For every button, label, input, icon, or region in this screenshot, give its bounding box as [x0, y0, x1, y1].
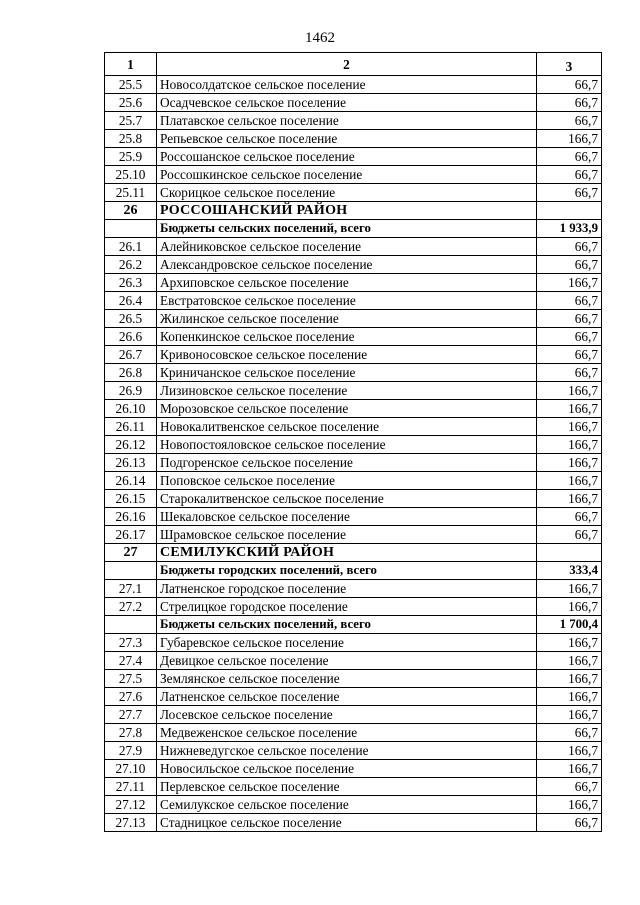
- row-number: 26.17: [105, 526, 157, 544]
- table-row: [105, 526, 602, 544]
- row-name: Архиповское сельское поселение: [157, 274, 537, 292]
- row-value: 166,7: [537, 490, 602, 508]
- table-row: [105, 724, 602, 742]
- row-name: Медвеженское сельское поселение: [157, 724, 537, 742]
- row-number: 27.10: [105, 760, 157, 778]
- row-value: 166,7: [537, 760, 602, 778]
- row-name: Александровское сельское поселение: [157, 256, 537, 274]
- row-number: 27.7: [105, 706, 157, 724]
- row-number: 27.2: [105, 598, 157, 616]
- row-name: Евстратовское сельское поселение: [157, 292, 537, 310]
- table-row: [105, 670, 602, 688]
- row-number: 26.7: [105, 346, 157, 364]
- row-number: 26.16: [105, 508, 157, 526]
- row-name: Новокалитвенское сельское поселение: [157, 418, 537, 436]
- row-name: Лосевское сельское поселение: [157, 706, 537, 724]
- row-number: 26: [105, 202, 157, 220]
- row-number: 27.4: [105, 652, 157, 670]
- row-name: Шрамовское сельское поселение: [157, 526, 537, 544]
- row-name: Старокалитвенское сельское поселение: [157, 490, 537, 508]
- table-row: [105, 508, 602, 526]
- row-value: 166,7: [537, 418, 602, 436]
- row-name: Россошкинское сельское поселение: [157, 166, 537, 184]
- row-name: Новосолдатское сельское поселение: [157, 76, 537, 94]
- table-row: [105, 76, 602, 94]
- table-row: [105, 634, 602, 652]
- table-row: [105, 328, 602, 346]
- table-row: [105, 166, 602, 184]
- row-value: 66,7: [537, 292, 602, 310]
- header-col-2: 2: [157, 53, 537, 76]
- row-name: Семилукское сельское поселение: [157, 796, 537, 814]
- row-number: 25.10: [105, 166, 157, 184]
- row-value: 66,7: [537, 310, 602, 328]
- row-value: 166,7: [537, 274, 602, 292]
- row-value: 166,7: [537, 400, 602, 418]
- row-number: 26.6: [105, 328, 157, 346]
- header-col-1: 1: [105, 53, 157, 76]
- row-value: 166,7: [537, 130, 602, 148]
- table-row: [105, 418, 602, 436]
- table-row: [105, 364, 602, 382]
- row-value: 166,7: [537, 598, 602, 616]
- row-name: Скорицкое сельское поселение: [157, 184, 537, 202]
- row-name: Бюджеты сельских поселений, всего: [157, 616, 537, 634]
- row-name: Репьевское сельское поселение: [157, 130, 537, 148]
- row-value: 66,7: [537, 238, 602, 256]
- table-header-row: [105, 53, 602, 76]
- row-value: 66,7: [537, 148, 602, 166]
- row-value: 166,7: [537, 670, 602, 688]
- row-number: 26.8: [105, 364, 157, 382]
- row-number: 25.6: [105, 94, 157, 112]
- table-row: [105, 382, 602, 400]
- row-number: 26.1: [105, 238, 157, 256]
- row-number: 27.12: [105, 796, 157, 814]
- row-value: [537, 544, 602, 562]
- allocation-table: [104, 52, 602, 832]
- table-row: [105, 112, 602, 130]
- district-row: [105, 202, 602, 220]
- row-name: Девицкое сельское поселение: [157, 652, 537, 670]
- row-value: 66,7: [537, 364, 602, 382]
- table-row: [105, 796, 602, 814]
- row-number: 26.5: [105, 310, 157, 328]
- row-number: [105, 616, 157, 634]
- row-value: 166,7: [537, 742, 602, 760]
- row-value: 166,7: [537, 634, 602, 652]
- row-value: 66,7: [537, 184, 602, 202]
- row-number: 27.1: [105, 580, 157, 598]
- row-number: 26.2: [105, 256, 157, 274]
- row-name: Алейниковское сельское поселение: [157, 238, 537, 256]
- row-name: Подгоренское сельское поселение: [157, 454, 537, 472]
- row-number: 26.12: [105, 436, 157, 454]
- row-value: [537, 202, 602, 220]
- row-name: Бюджеты сельских поселений, всего: [157, 220, 537, 238]
- table-row: [105, 598, 602, 616]
- row-name: Морозовское сельское поселение: [157, 400, 537, 418]
- table-row: [105, 310, 602, 328]
- row-name: Поповское сельское поселение: [157, 472, 537, 490]
- table-row: [105, 184, 602, 202]
- table-row: [105, 742, 602, 760]
- row-number: 27: [105, 544, 157, 562]
- row-value: 333,4: [537, 562, 602, 580]
- table-row: [105, 238, 602, 256]
- table-row: [105, 688, 602, 706]
- row-value: 66,7: [537, 526, 602, 544]
- subtotal-row: [105, 220, 602, 238]
- district-row: [105, 544, 602, 562]
- table-row: [105, 400, 602, 418]
- row-name: Латненское сельское поселение: [157, 688, 537, 706]
- row-value: 1 933,9: [537, 220, 602, 238]
- table-row: [105, 706, 602, 724]
- row-number: 27.5: [105, 670, 157, 688]
- row-number: 25.9: [105, 148, 157, 166]
- row-name: РОССОШАНСКИЙ РАЙОН: [157, 202, 537, 220]
- row-value: 166,7: [537, 382, 602, 400]
- row-number: 27.11: [105, 778, 157, 796]
- row-name: СЕМИЛУКСКИЙ РАЙОН: [157, 544, 537, 562]
- row-number: 26.10: [105, 400, 157, 418]
- table-row: [105, 580, 602, 598]
- table-row: [105, 292, 602, 310]
- row-name: Бюджеты городских поселений, всего: [157, 562, 537, 580]
- row-number: 27.6: [105, 688, 157, 706]
- row-value: 66,7: [537, 346, 602, 364]
- row-name: Губаревское сельское поселение: [157, 634, 537, 652]
- row-value: 66,7: [537, 724, 602, 742]
- row-name: Кривоносовское сельское поселение: [157, 346, 537, 364]
- row-name: Стадницкое сельское поселение: [157, 814, 537, 832]
- row-name: Криничанское сельское поселение: [157, 364, 537, 382]
- row-name: Новопостояловское сельское поселение: [157, 436, 537, 454]
- row-value: 66,7: [537, 328, 602, 346]
- row-name: Землянское сельское поселение: [157, 670, 537, 688]
- table-row: [105, 490, 602, 508]
- row-number: 26.15: [105, 490, 157, 508]
- page-number: 1462: [305, 30, 335, 46]
- row-value: 66,7: [537, 814, 602, 832]
- row-number: [105, 220, 157, 238]
- table-row: [105, 256, 602, 274]
- table-row: [105, 94, 602, 112]
- table-row: [105, 346, 602, 364]
- row-number: 26.9: [105, 382, 157, 400]
- row-value: 166,7: [537, 706, 602, 724]
- row-value: 66,7: [537, 166, 602, 184]
- row-value: 166,7: [537, 436, 602, 454]
- subtotal-row: [105, 616, 602, 634]
- row-value: 1 700,4: [537, 616, 602, 634]
- row-name: Лизиновское сельское поселение: [157, 382, 537, 400]
- table-body: [105, 53, 602, 832]
- row-number: [105, 562, 157, 580]
- table-row: [105, 652, 602, 670]
- row-number: 25.5: [105, 76, 157, 94]
- table-row: [105, 436, 602, 454]
- row-name: Шекаловское сельское поселение: [157, 508, 537, 526]
- row-value: 66,7: [537, 94, 602, 112]
- row-name: Новосильское сельское поселение: [157, 760, 537, 778]
- row-value: 166,7: [537, 796, 602, 814]
- row-number: 26.3: [105, 274, 157, 292]
- table-row: [105, 814, 602, 832]
- row-name: Россошанское сельское поселение: [157, 148, 537, 166]
- row-name: Нижневедугское сельское поселение: [157, 742, 537, 760]
- row-name: Стрелицкое городское поселение: [157, 598, 537, 616]
- row-number: 25.7: [105, 112, 157, 130]
- subtotal-row: [105, 562, 602, 580]
- table-row: [105, 274, 602, 292]
- row-value: 66,7: [537, 508, 602, 526]
- table-row: [105, 778, 602, 796]
- row-number: 27.13: [105, 814, 157, 832]
- row-value: 66,7: [537, 778, 602, 796]
- table-row: [105, 472, 602, 490]
- table-row: [105, 148, 602, 166]
- row-value: 166,7: [537, 454, 602, 472]
- row-name: Жилинское сельское поселение: [157, 310, 537, 328]
- row-value: 66,7: [537, 112, 602, 130]
- table-row: [105, 454, 602, 472]
- row-number: 25.11: [105, 184, 157, 202]
- row-value: 166,7: [537, 580, 602, 598]
- row-name: Платавское сельское поселение: [157, 112, 537, 130]
- row-number: 27.8: [105, 724, 157, 742]
- row-number: 26.11: [105, 418, 157, 436]
- row-number: 25.8: [105, 130, 157, 148]
- table-row: [105, 760, 602, 778]
- table-row: [105, 130, 602, 148]
- row-value: 166,7: [537, 472, 602, 490]
- row-value: 66,7: [537, 76, 602, 94]
- row-value: 66,7: [537, 256, 602, 274]
- row-number: 26.4: [105, 292, 157, 310]
- row-name: Копенкинское сельское поселение: [157, 328, 537, 346]
- row-name: Перлевское сельское поселение: [157, 778, 537, 796]
- row-value: 166,7: [537, 688, 602, 706]
- row-name: Латненское городское поселение: [157, 580, 537, 598]
- row-number: 26.14: [105, 472, 157, 490]
- row-number: 26.13: [105, 454, 157, 472]
- row-number: 27.3: [105, 634, 157, 652]
- row-number: 27.9: [105, 742, 157, 760]
- row-name: Осадчевское сельское поселение: [157, 94, 537, 112]
- header-col-3: 3: [537, 53, 602, 76]
- row-value: 166,7: [537, 652, 602, 670]
